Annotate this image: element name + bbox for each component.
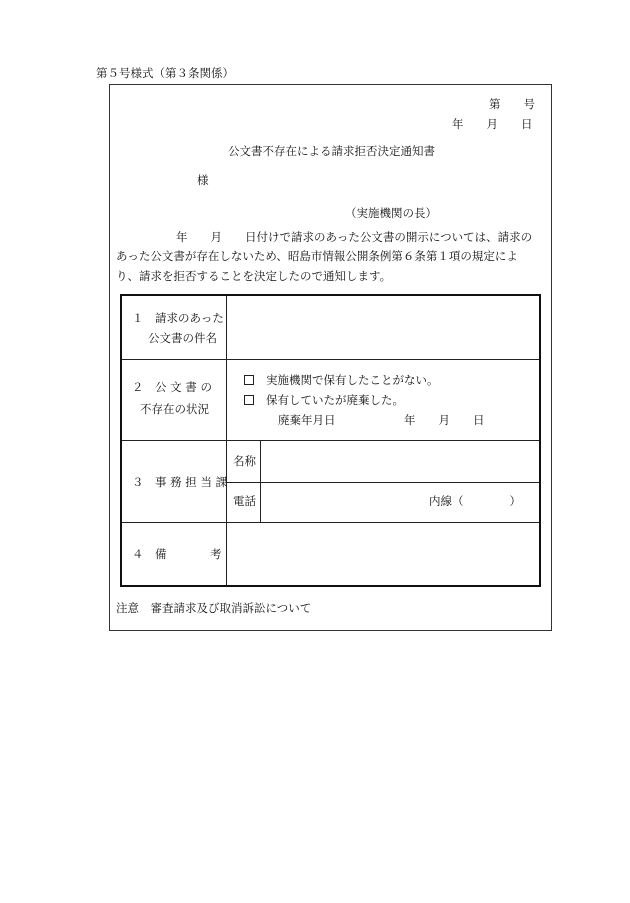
body-text-line-2: あった公文書が存在しないため、昭島市情報公開条例第６条第１項の規定によ (116, 249, 518, 263)
row3-label: ３ 事 務 担 当 課 (132, 475, 228, 489)
row2-label-line1: ２ 公 文 書 の (132, 380, 212, 394)
option-disposed[interactable] (244, 395, 404, 407)
row4-label-end: 考 (210, 547, 222, 561)
row1-label-line2: 公文書の件名 (148, 331, 217, 345)
disposal-date-label: 廃棄年月日 (278, 413, 336, 427)
table-row-divider (122, 522, 539, 523)
option-never-held[interactable] (244, 375, 439, 387)
checkbox-never-held[interactable] (244, 375, 254, 385)
body-text-line-1: 年 月 日付けで請求のあった公文書の開示については、請求の (176, 230, 533, 244)
detail-table (120, 294, 541, 587)
table-row-divider (226, 482, 539, 483)
document-number: 第 号 (489, 97, 535, 111)
phone-label: 電話 (233, 494, 256, 508)
row4-label-start: ４ 備 (132, 547, 167, 561)
name-field[interactable] (266, 448, 536, 476)
form-label: 第５号様式（第３条関係） (96, 66, 234, 80)
name-label: 名称 (233, 454, 256, 468)
row2-label-line2: 不存在の状況 (140, 402, 209, 416)
addressee: 様 (197, 173, 209, 187)
option-never-held-label: 実施機関で保有したことがない。 (266, 373, 439, 387)
disposal-date-field[interactable]: 年 月 日 (404, 413, 485, 427)
row1-label-line1: １ 請求のあった (132, 311, 224, 325)
extension-field[interactable]: 内線（ ） (429, 494, 521, 508)
sender: （実施機関の長） (345, 206, 437, 220)
notes: 注意 審査請求及び取消訴訟について (116, 601, 312, 615)
table-row-divider (122, 440, 539, 441)
document-title: 公文書不存在による請求拒否決定通知書 (228, 144, 435, 158)
table-subcolumn-divider (260, 440, 261, 522)
table-row-divider (122, 359, 539, 360)
checkbox-disposed[interactable] (244, 395, 254, 405)
option-disposed-label: 保有していたが廃棄した。 (266, 393, 404, 407)
document-date: 年 月 日 (452, 117, 533, 131)
body-text-line-3: り、請求を拒否することを決定したので通知します。 (116, 269, 392, 283)
